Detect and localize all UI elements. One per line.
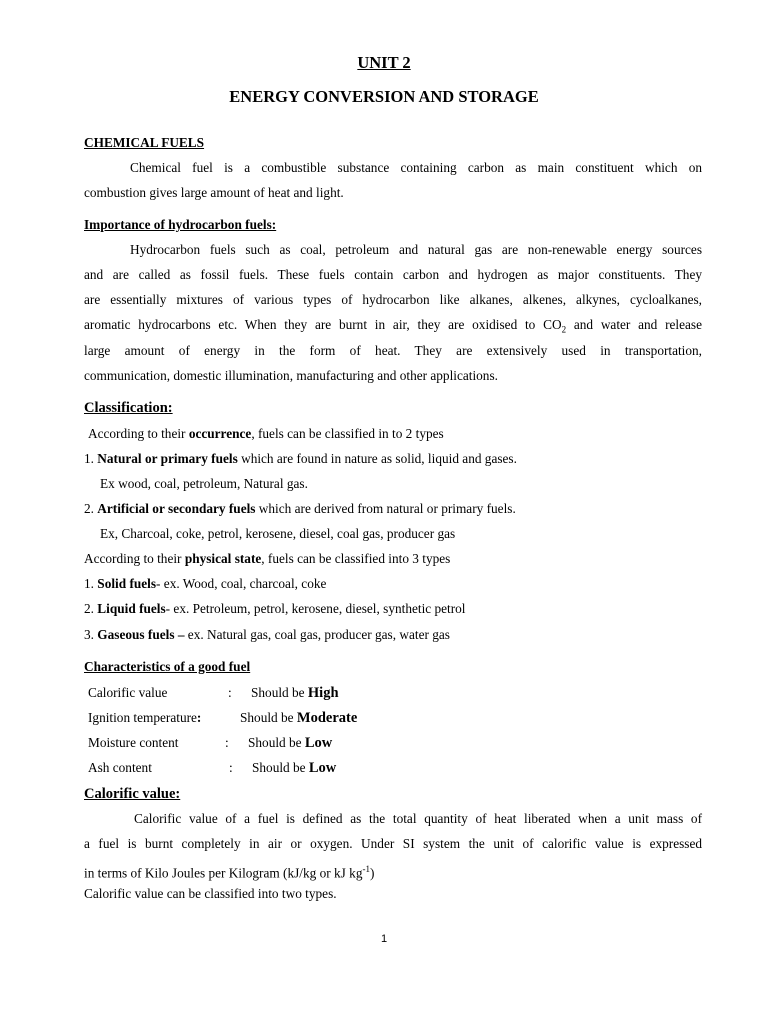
page-title: ENERGY CONVERSION AND STORAGE <box>229 87 539 106</box>
calorific-line: Calorific value can be classified into two types. <box>84 886 337 901</box>
solid-fuels-line: 1. Solid fuels- ex. Wood, coal, charcoal, coke <box>84 576 327 591</box>
physical-state-line: According to their physical state, fuels can be classified into 3 types <box>84 551 451 566</box>
chemical-fuels-line: Chemical fuel is a combustible substance containing carbon as main constituent which on <box>130 160 702 175</box>
natural-fuels-line: 1. Natural or primary fuels which are found in nature as solid, liquid and gases. <box>84 451 517 466</box>
characteristic-colon: : <box>229 760 233 775</box>
characteristic-label: Moisture content <box>88 735 179 750</box>
characteristic-colon: : <box>225 735 229 750</box>
characteristic-value: Should be Low <box>252 760 337 776</box>
characteristic-label: Ash content <box>88 760 152 775</box>
characteristic-label: Ignition temperature: <box>88 710 202 725</box>
gaseous-fuels-line: 3. Gaseous fuels – ex. Natural gas, coal gas, producer gas, water gas <box>84 627 450 642</box>
artificial-fuels-example: Ex, Charcoal, coke, petrol, kerosene, diesel, coal gas, producer gas <box>100 526 456 541</box>
calorific-line: in terms of Kilo Joules per Kilogram (kJ/kg or kJ $kg^{-1}$) <box>84 864 375 881</box>
chemical-fuels-heading: CHEMICAL FUELS <box>84 135 205 150</box>
liquid-fuels-line: 2. Liquid fuels- ex. Petroleum, petrol, kerosene, diesel, synthetic petrol <box>84 601 466 616</box>
artificial-fuels-line: 2. Artificial or secondary fuels which are derived from natural or primary fuels. <box>84 501 516 516</box>
calorific-line: a fuel is burnt completely in air or oxygen. Under SI system the unit of calorific value is expressed <box>84 836 702 851</box>
characteristic-label: Calorific value <box>88 685 168 700</box>
occurrence-line: According to their occurrence, fuels can be classified in to 2 types <box>88 426 444 441</box>
importance-line: Hydrocarbon fuels such as coal, petroleum and natural gas are non-renewable energy sources <box>130 242 702 257</box>
characteristic-colon: : <box>228 685 232 700</box>
calorific-line: Calorific value of a fuel is defined as the total quantity of heat liberated when a unit mass of <box>134 811 702 826</box>
natural-fuels-example: Ex wood, coal, petroleum, Natural gas. <box>100 476 308 491</box>
importance-line: large amount of energy in the form of heat. They are extensively used in transportation, <box>84 343 702 358</box>
page-number: 1 <box>380 933 388 945</box>
chemical-fuels-line: combustion gives large amount of heat and light. <box>84 185 344 200</box>
importance-heading: Importance of hydrocarbon fuels: <box>84 217 277 232</box>
characteristic-value: Should be Moderate <box>240 710 358 726</box>
unit-heading: UNIT 2 <box>357 53 411 72</box>
characteristic-value: Should be Low <box>248 735 333 751</box>
importance-line: and are called as fossil fuels. These fuels contain carbon and hydrogen as major constituents. They <box>84 267 702 282</box>
importance-line: aromatic hydrocarbons etc. When they are burnt in air, they are oxidised to $CO_2$ and water and release <box>84 317 702 335</box>
classification-heading: Classification: <box>84 400 173 416</box>
importance-line: communication, domestic illumination, manufacturing and other applications. <box>84 368 498 383</box>
characteristics-heading: Characteristics of a good fuel <box>84 659 251 674</box>
characteristic-value: Should be High <box>251 685 339 701</box>
calorific-heading: Calorific value: <box>84 786 181 802</box>
importance-line: are essentially mixtures of various types of hydrocarbon like alkanes, alkenes, alkynes, cycloalkanes, <box>84 292 702 307</box>
